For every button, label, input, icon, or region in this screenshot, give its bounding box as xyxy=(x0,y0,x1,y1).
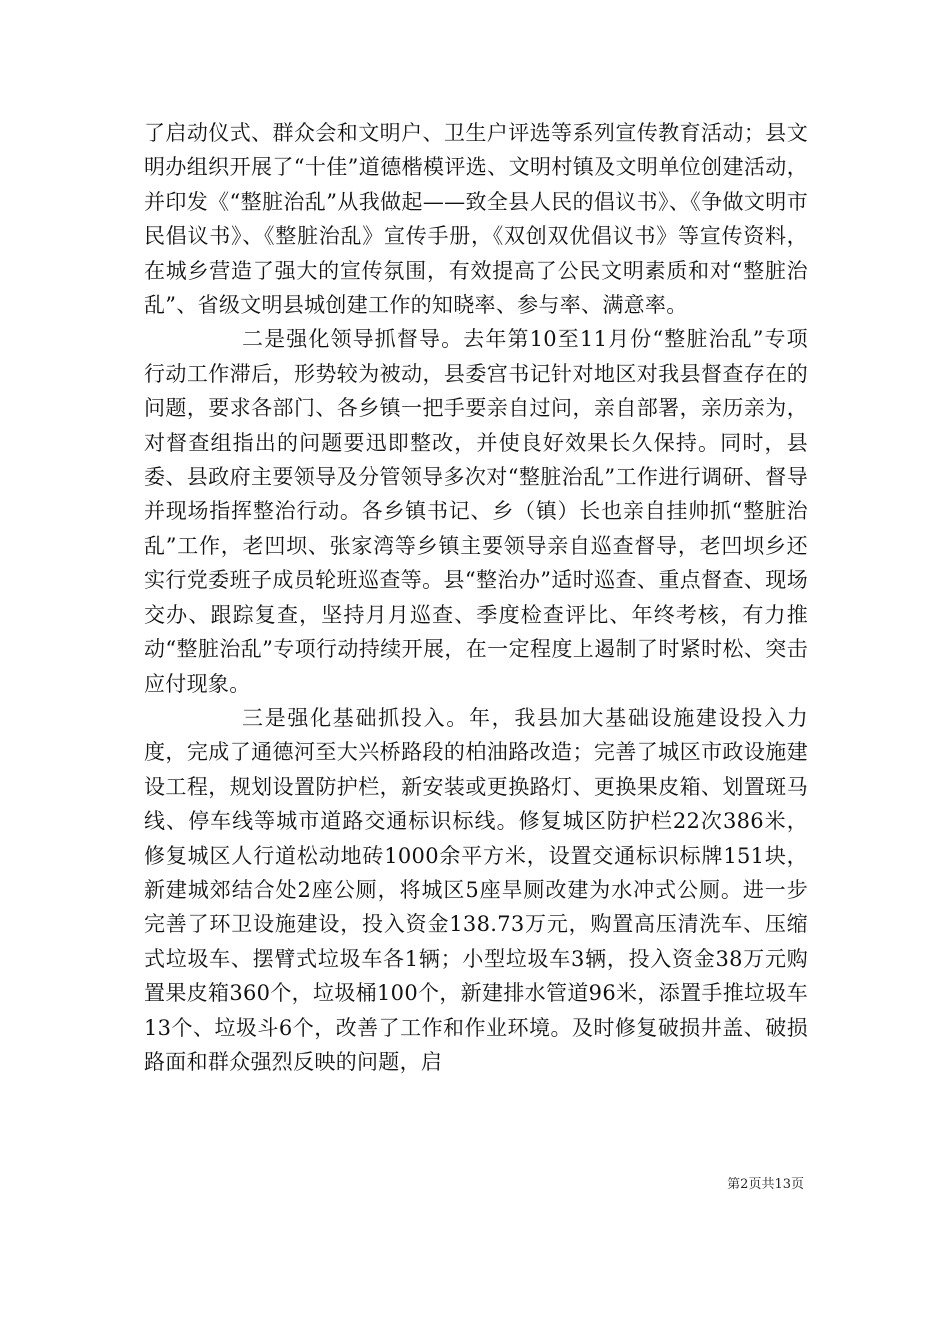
document-body xyxy=(144,116,808,1079)
paragraph-continued: 了启动仪式、群众会和文明户、卫生户评选等系列宣传教育活动；县文明办组织开展了“十佳”道德楷模评选、文明村镇及文明单位创建活动，并印发《“整脏治乱”从我做起——致全县人民的倡议书》、《争做文明市民倡议书》、《整脏治乱》宣传手册，《双创双优倡议书》等宣传资料，在城乡营造了强大的宣传氛围，有效提高了公民文明素质和对“整脏治乱”、省级文明县城创建工作的知晓率、参与率、满意率。 xyxy=(144,121,808,318)
page-number-footer: 第2页共13页 xyxy=(727,1177,804,1192)
paragraph-infrastructure-investment: 三是强化基础抓投入。年，我县加大基础设施建设投入力度，完成了通德河至大兴桥路段的柏油路改造；完善了城区市政设施建设工程，规划设置防护栏，新安装或更换路灯、更换果皮箱、划置斑马线、停车线等城市道路交通标识标线。修复城区防护栏22次386米，修复城区人行道松动地砖1000余平方米，设置交通标识标牌151块，新建城郊结合处2座公厕，将城区5座旱厕改建为水冲式公厕。进一步完善了环卫设施建设，投入资金138.73万元，购置高压清洗车、压缩式垃圾车、摆臂式垃圾车各1辆；小型垃圾车3辆，投入资金38万元购置果皮箱360个，垃圾桶100个，新建排水管道96米，添置手推垃圾车13个、垃圾斗6个，改善了工作和作业环境。及时修复破损井盖、破损路面和群众强烈反映的问题，启 xyxy=(144,705,808,1074)
paragraph-leadership-supervision: 二是强化领导抓督导。去年第10至11月份“整脏治乱”专项行动工作滞后，形势较为被动，县委宫书记针对地区对我县督查存在的问题，要求各部门、各乡镇一把手要亲自过问，亲自部署，亲历亲为，对督查组指出的问题要迅即整改，并使良好效果长久保持。同时，县委、县政府主要领导及分管领导多次对“整脏治乱”工作进行调研、督导并现场指挥整治行动。各乡镇书记、乡（镇）长也亲自挂帅抓“整脏治乱”工作，老凹坝、张家湾等乡镇主要领导亲自巡查督导，老凹坝乡还实行党委班子成员轮班巡查等。县“整治办”适时巡查、重点督查、现场交办、跟踪复查，坚持月月巡查、季度检查评比、年终考核，有力推动“整脏治乱”专项行动持续开展，在一定程度上遏制了时紧时松、突击应付现象。 xyxy=(144,327,808,696)
